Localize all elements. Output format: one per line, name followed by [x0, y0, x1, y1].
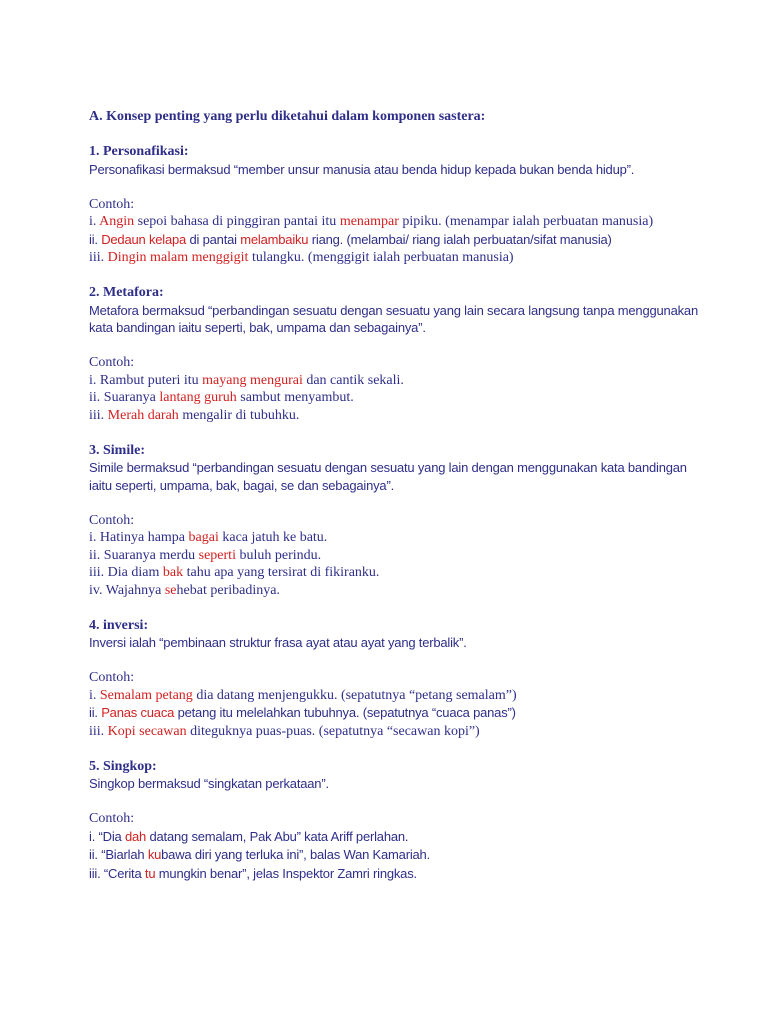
spacer: [89, 424, 709, 442]
section-definition: Simile bermaksud “perbandingan sesuatu dengan sesuatu yang lain dengan menggunakan kata bandingan iaitu seperti, umpama, bak, bagai, se dan sebagainya”.: [89, 460, 687, 493]
example-text: iii.: [89, 250, 108, 265]
example-text: dan cantik sekali.: [302, 372, 404, 388]
document-body: [89, 108, 709, 883]
example-text: petang itu melelahkan tubuhnya. (sepatutnya “cuaca panas”): [174, 705, 516, 720]
example-line: [89, 865, 709, 884]
contoh-label: Contoh:: [89, 355, 135, 370]
contoh-label: Contoh:: [89, 670, 135, 685]
example-text: riang. (melambai/ riang ialah perbuatan/sifat manusia): [308, 231, 612, 247]
example-text: datang semalam, Pak Abu” kata Ariff perlahan.: [146, 828, 409, 844]
section-2: [89, 284, 709, 442]
example-text: ii.: [89, 705, 102, 720]
highlighted-term: lantang guruh: [159, 390, 237, 405]
example-text: ii. “Biarlah: [89, 847, 148, 862]
highlighted-term: seperti: [198, 547, 236, 563]
spacer: [89, 126, 709, 144]
example-line: [89, 547, 709, 565]
example-line: [89, 213, 709, 231]
example-text: iii. “Cerita: [89, 865, 145, 881]
contoh-label: Contoh:: [89, 196, 135, 212]
section-definition: Metafora bermaksud “perbandingan sesuatu dengan sesuatu yang lain secara langsung tanpa menggunakan kata bandingan iaitu seperti, bak, umpama dan sebagainya”.: [89, 302, 698, 335]
section-title: 5. Singkop:: [89, 758, 157, 774]
example-text: i. Rambut puteri itu: [89, 372, 203, 388]
example-text: tahu apa yang tersirat di fikiranku.: [183, 565, 380, 580]
contoh-label: Contoh:: [89, 811, 135, 826]
section-title: 1. Personafikasi:: [89, 144, 189, 159]
highlighted-term: Angin: [99, 214, 135, 229]
contoh-label: Contoh:: [89, 512, 135, 528]
highlighted-term: se: [164, 582, 177, 598]
section-1: [89, 143, 709, 284]
example-text: hebat peribadinya.: [176, 582, 280, 598]
example-line: [89, 704, 709, 723]
example-text: kaca jatuh ke batu.: [218, 530, 328, 545]
highlighted-term: Panas cuaca: [101, 705, 175, 720]
example-line: [89, 828, 709, 847]
example-text: bawa diri yang terluka ini”, balas Wan Kamariah.: [161, 847, 430, 862]
spacer: [89, 494, 709, 512]
section-definition: Personafikasi bermaksud “member unsur manusia atau benda hidup kepada bukan benda hidup”.: [89, 161, 635, 177]
sections-container: [89, 143, 709, 883]
example-line: [89, 249, 709, 267]
section-title: 2. Metafora:: [89, 285, 164, 300]
example-text: di pantai: [186, 231, 241, 247]
example-text: sambut menyambut.: [236, 390, 354, 405]
highlighted-term: Kopi secawan: [107, 723, 187, 739]
example-text: i. “Dia: [89, 828, 125, 844]
highlighted-term: tu: [144, 865, 156, 881]
example-text: tulangku. (menggigit ialah perbuatan manusia): [248, 250, 514, 265]
section-title: 3. Simile:: [89, 442, 145, 458]
spacer: [89, 267, 709, 285]
highlighted-term: Merah darah: [107, 407, 179, 423]
section-title: 4. inversi:: [89, 617, 149, 633]
spacer: [89, 599, 709, 617]
highlighted-term: menampar: [339, 214, 399, 229]
example-text: i. Hatinya hampa: [89, 530, 189, 545]
document-heading: A. Konsep penting yang perlu diketahui dalam komponen sastera:: [89, 109, 486, 124]
example-text: diteguknya puas-puas. (sepatutnya “secawan kopi”): [186, 723, 480, 739]
section-definition: Singkop bermaksud “singkatan perkataan”.: [89, 776, 329, 791]
example-text: buluh perindu.: [235, 547, 322, 563]
section-3: [89, 442, 709, 617]
example-line: [89, 231, 709, 250]
example-text: mengalir di tubuhku.: [178, 407, 300, 423]
highlighted-term: bak: [162, 565, 184, 580]
spacer: [89, 740, 709, 758]
example-text: iv. Wajahnya: [89, 582, 165, 598]
example-line: [89, 389, 709, 407]
example-text: i.: [89, 687, 100, 703]
highlighted-term: bagai: [188, 530, 219, 545]
example-text: iii.: [89, 723, 108, 739]
spacer: [89, 337, 709, 355]
highlighted-term: Dedaun kelapa: [101, 231, 187, 247]
example-line: [89, 529, 709, 547]
spacer: [89, 652, 709, 670]
section-5: [89, 758, 709, 884]
example-line: [89, 582, 709, 600]
example-text: mungkin benar”, jelas Inspektor Zamri ringkas.: [155, 865, 417, 881]
example-text: ii. Suaranya: [89, 390, 160, 405]
example-text: i.: [89, 214, 100, 229]
section-definition: Inversi ialah “pembinaan struktur frasa ayat atau ayat yang terbalik”.: [89, 635, 467, 650]
example-line: [89, 372, 709, 390]
example-line: [89, 407, 709, 425]
example-text: ii.: [89, 231, 102, 247]
example-line: [89, 846, 709, 865]
example-text: dia datang menjengukku. (sepatutnya “petang semalam”): [192, 687, 517, 703]
example-text: sepoi bahasa di pinggiran pantai itu: [134, 214, 340, 229]
example-line: [89, 723, 709, 741]
example-line: [89, 564, 709, 582]
example-text: iii.: [89, 407, 108, 423]
highlighted-term: dah: [124, 828, 147, 844]
highlighted-term: melambaiku: [240, 231, 309, 247]
spacer: [89, 793, 709, 811]
section-4: [89, 617, 709, 758]
example-text: pipiku. (menampar ialah perbuatan manusia): [398, 214, 654, 229]
example-line: [89, 687, 709, 705]
highlighted-term: Semalam petang: [99, 687, 193, 703]
example-text: ii. Suaranya merdu: [89, 547, 199, 563]
highlighted-term: mayang mengurai: [202, 372, 303, 388]
highlighted-term: Dingin malam menggigit: [107, 250, 249, 265]
spacer: [89, 178, 709, 196]
example-text: iii. Dia diam: [89, 565, 163, 580]
highlighted-term: ku: [147, 847, 162, 862]
